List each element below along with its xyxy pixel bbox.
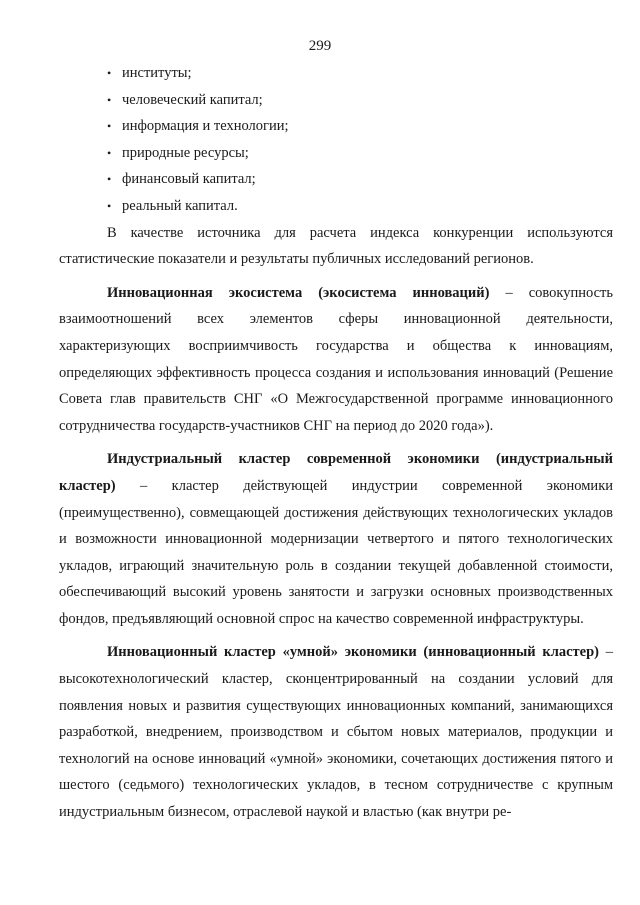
paragraph-text: – совокупность взаимоотношений всех элементов сферы инновационной деятельности, характеризующих восприимчивость государства и общества к инновациям, определяющих эффективность процесса создания и использования инноваций (Решение Совета глав правительств СНГ «О Межгосударственной программе инновационного сотрудничества государств-участников СНГ на период до 2020 года»).: [59, 284, 613, 434]
paragraph-industrial-cluster: [59, 446, 613, 632]
term-heading: Индустриальный кластер современной экономики (индустриальный кластер): [59, 451, 613, 494]
list-item: [107, 166, 613, 193]
bullet-list: [107, 60, 613, 220]
page-content: [59, 60, 613, 826]
paragraph-text: – высокотехнологический кластер, сконцентрированный на создании условий для появления новых и развития существующих инновационных компаний, занимающихся разработкой, внедрением, производством и сбытом новых материалов, продукции и технологий на основе инноваций «умной» экономики, сочетающих достижения пятого и шестого (седьмого) технологических укладов, в тесном сотрудничестве с крупным индустриальным бизнесом, отраслевой наукой и властью (как внутри ре-: [59, 644, 613, 821]
bullet-icon: •: [107, 66, 112, 80]
paragraph-innovation-ecosystem: [59, 280, 613, 440]
bullet-icon: •: [107, 172, 112, 187]
bullet-icon: •: [107, 119, 112, 134]
list-item: [107, 87, 613, 114]
bullet-icon: •: [107, 145, 112, 160]
paragraph-text: – кластер действующей индустрии современной экономики (преимущественно), совмещающей достижения действующих технологических укладов и возможности инновационной модернизации четвертого и пятого технологических укладов, играющий значительную роль в создании текущей добавленной стоимости, обеспечивающий высокий уровень занятости и загрузки основных производственных фондов, предъявляющий основной спрос на качество современной инфраструктуры.: [59, 477, 613, 627]
list-item-text: информация и технологии;: [122, 118, 289, 135]
page-number: 299: [308, 38, 332, 54]
bullet-icon: •: [107, 92, 112, 107]
list-item: [107, 140, 613, 167]
list-item-text: природные ресурсы;: [122, 144, 249, 161]
paragraph-competition-index-source: [59, 220, 613, 273]
term-heading: Инновационный кластер «умной» экономики (инновационный кластер): [107, 644, 599, 661]
paragraph-text: В качестве источника для расчета индекса конкуренции используются статистические показатели и результаты публичных исследований регионов.: [59, 224, 613, 268]
list-item: [107, 113, 613, 140]
list-item-text: реальный капитал.: [122, 197, 238, 214]
list-item-text: человеческий капитал;: [122, 91, 263, 108]
list-item: [107, 60, 613, 87]
list-item: [107, 193, 613, 220]
list-item-text: институты;: [122, 65, 192, 81]
bullet-icon: •: [107, 198, 112, 213]
paragraph-innovation-cluster: [59, 639, 613, 825]
term-heading: Инновационная экосистема (экосистема инноваций): [107, 284, 490, 301]
list-item-text: финансовый капитал;: [122, 171, 256, 188]
